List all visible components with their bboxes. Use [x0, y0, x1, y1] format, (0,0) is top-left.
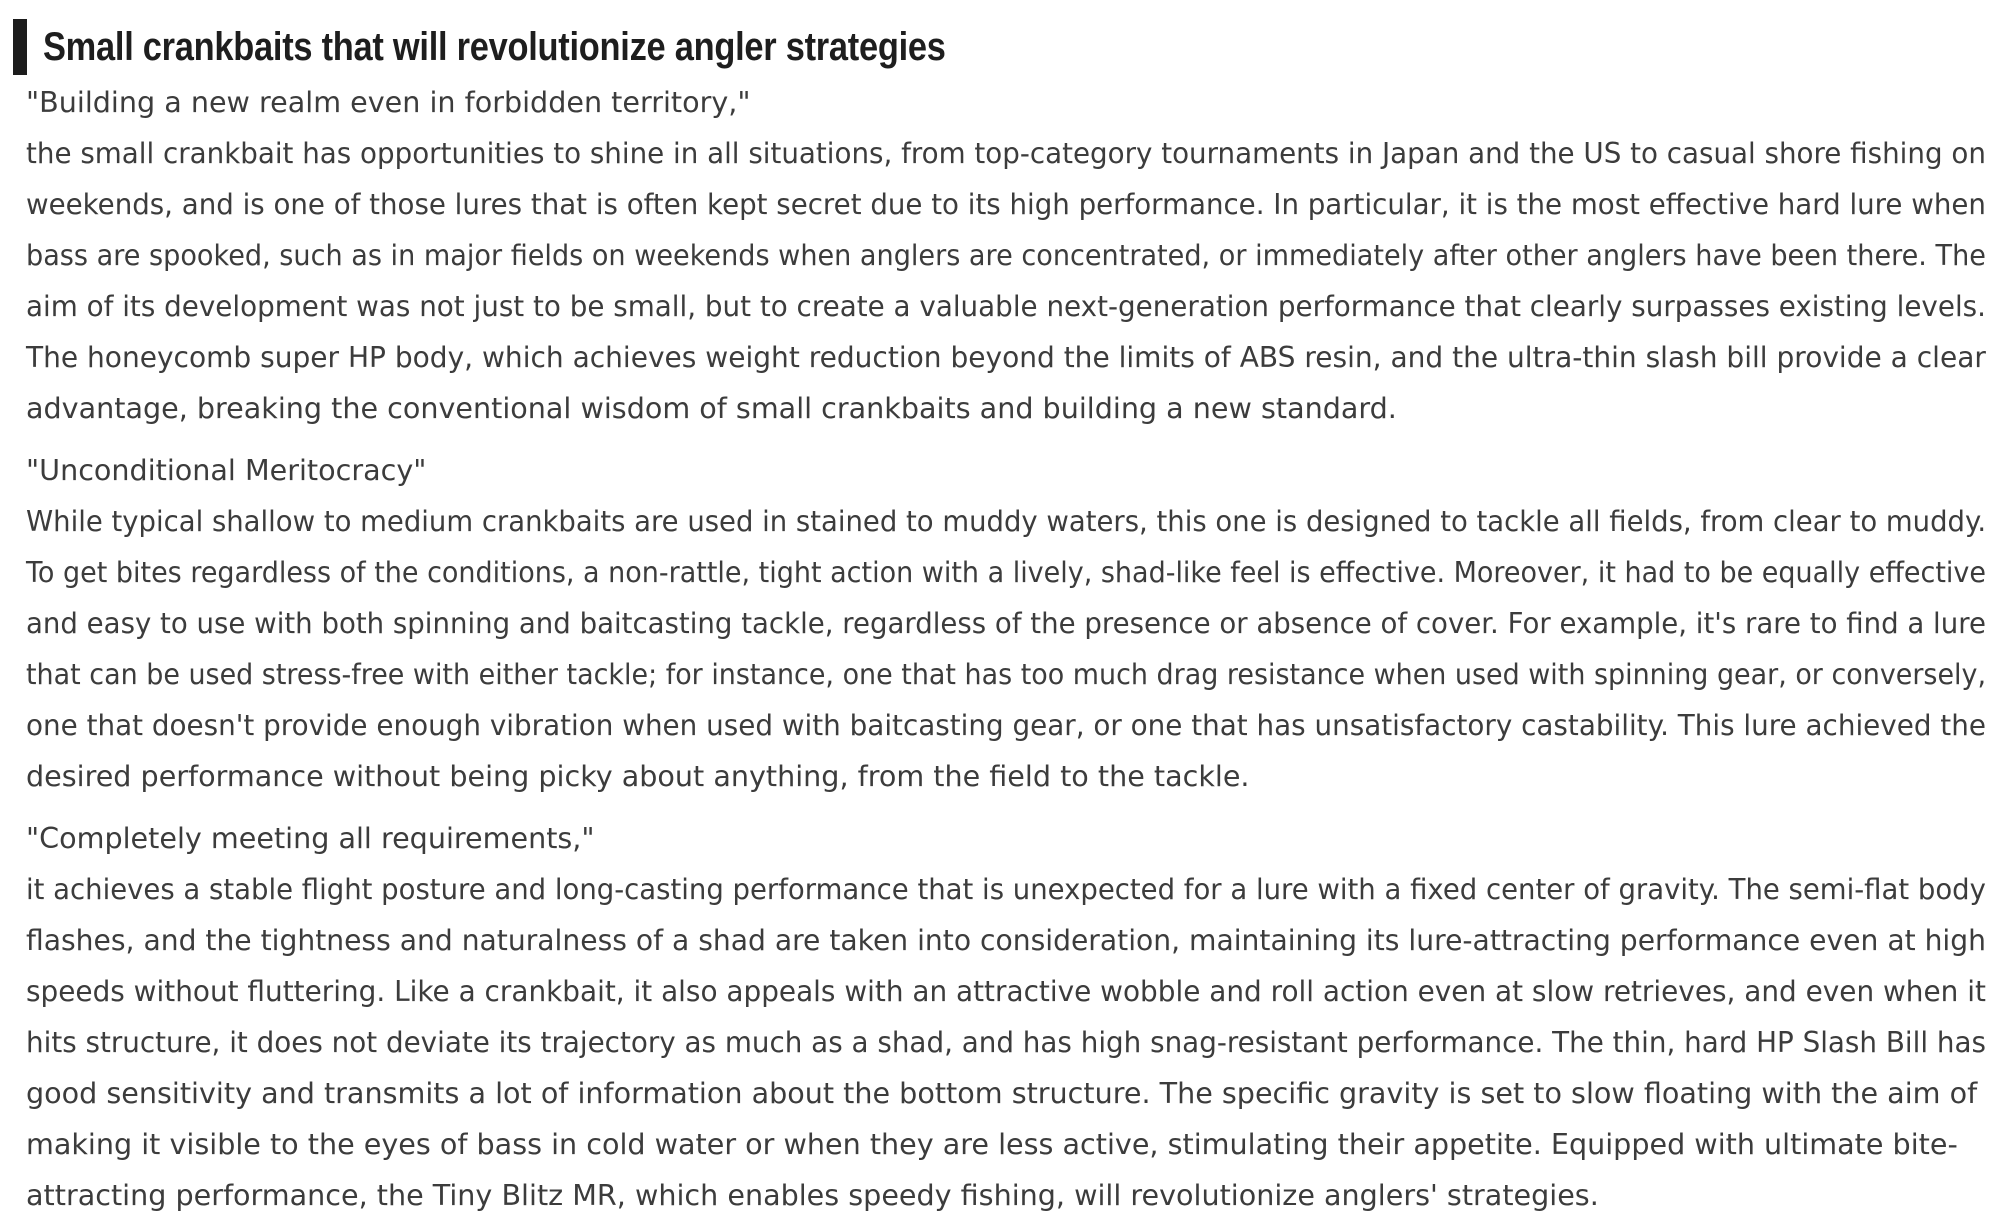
- paragraph-line: While typical shallow to medium crankbaits are used in stained to muddy waters, this one is designed to tackle all fields, from clear to muddy.: [26, 504, 1987, 538]
- heading-title: Small crankbaits that will revolutionize angler strategies: [43, 24, 946, 69]
- paragraph-block-3: [26, 813, 1986, 1221]
- paragraph-line: attracting performance, the Tiny Blitz MR, which enables speedy fishing, will revolutionize anglers' strategies.: [26, 1178, 1599, 1212]
- paragraph-block-1: [26, 77, 1986, 434]
- paragraph-line: flashes, and the tightness and naturalness of a shad are taken into consideration, maintaining its lure-attracting performance even at high: [26, 923, 1987, 957]
- paragraph-block-2: [26, 445, 1986, 802]
- paragraph-line: The honeycomb super HP body, which achieves weight reduction beyond the limits of ABS resin, and the ultra-thin slash bill provide a clear: [26, 340, 1986, 374]
- paragraph-line: and easy to use with both spinning and baitcasting tackle, regardless of the presence or absence of cover. For example, it's rare to find a lure: [26, 606, 1986, 640]
- paragraph-line: bass are spooked, such as in major fields on weekends when anglers are concentrated, or immediately after other anglers have been there. The: [26, 238, 1986, 272]
- paragraph-line: it achieves a stable flight posture and long-casting performance that is unexpected for a lure with a fixed center of gravity. The semi-flat body: [26, 872, 1986, 906]
- paragraph-line: advantage, breaking the conventional wisdom of small crankbaits and building a new standard.: [26, 391, 1397, 425]
- paragraph-line: the small crankbait has opportunities to shine in all situations, from top-category tournaments in Japan and the US to casual shore fishing on: [26, 136, 1986, 170]
- paragraph-line: that can be used stress-free with either tackle; for instance, one that has too much drag resistance when used with spinning gear, or conversely,: [26, 657, 1987, 691]
- paragraph-line: one that doesn't provide enough vibration when used with baitcasting gear, or one that has unsatisfactory castability. This lure achieved the: [26, 708, 1986, 742]
- quote-line: "Building a new realm even in forbidden territory,": [26, 85, 751, 119]
- paragraph-line: good sensitivity and transmits a lot of information about the bottom structure. The specific gravity is set to slow floating with the aim of: [26, 1076, 1978, 1110]
- paragraph-line: aim of its development was not just to be small, but to create a valuable next-generation performance that clearly surpasses existing levels.: [26, 289, 1986, 323]
- heading-accent-bar: [13, 19, 27, 75]
- paragraph-line: desired performance without being picky about anything, from the field to the tackle.: [26, 759, 1250, 793]
- quote-line: "Completely meeting all requirements,": [26, 821, 595, 855]
- section-heading: [13, 18, 1093, 76]
- paragraph-line: hits structure, it does not deviate its trajectory as much as a shad, and has high snag-resistant performance. The thin, hard HP Slash Bill has: [26, 1025, 1986, 1059]
- paragraph-line: weekends, and is one of those lures that is often kept secret due to its high performance. In particular, it is the most effective hard lure when: [26, 187, 1986, 221]
- paragraph-line: To get bites regardless of the conditions, a non-rattle, tight action with a lively, shad-like feel is effective. Moreover, it had to be equally effective: [26, 555, 1987, 589]
- paragraph-line: making it visible to the eyes of bass in cold water or when they are less active, stimulating their appetite. Equipped with ultimate bite-: [26, 1127, 1958, 1161]
- quote-line: "Unconditional Meritocracy": [26, 453, 427, 487]
- paragraph-line: speeds without fluttering. Like a crankbait, it also appeals with an attractive wobble and roll action even at slow retrieves, and even when it: [26, 974, 1986, 1008]
